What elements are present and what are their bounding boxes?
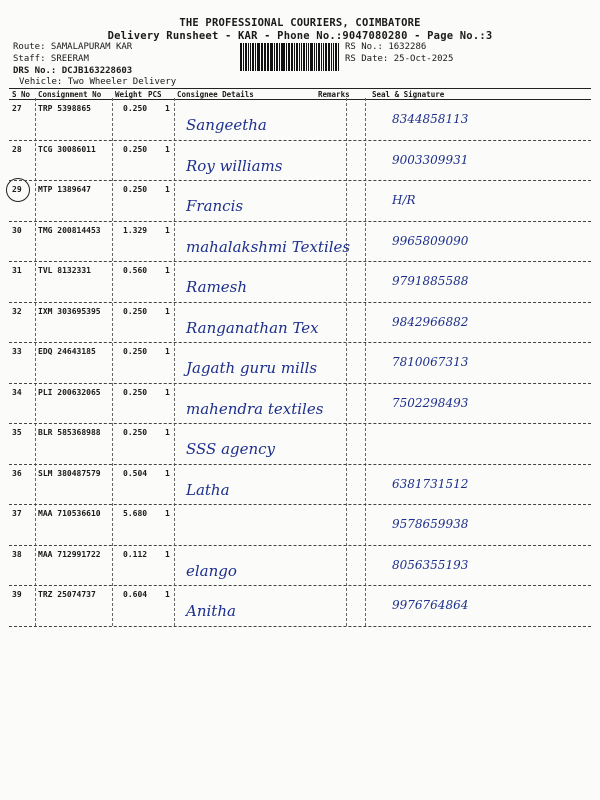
row-weight: 0.504 (123, 468, 148, 478)
row-consignment-no: TRP 5398865 (38, 104, 91, 113)
row-sno: 33 (12, 347, 22, 356)
barcode-bar (318, 43, 320, 71)
vehicle-label: Vehicle: Two Wheeler Delivery (19, 77, 177, 87)
barcode-bar (274, 43, 275, 71)
row-weight: 0.250 (123, 104, 148, 113)
row-weight: 0.250 (123, 144, 148, 154)
row-seal-signature: 8344858113 (392, 112, 469, 126)
col-consignee: Consignee Details (177, 90, 254, 99)
barcode-bar (245, 43, 248, 71)
table-top-rule (9, 88, 591, 89)
route-label: Route: SAMALAPURAM KAR (13, 42, 133, 52)
row-consignment-no: MTP 1389647 (38, 185, 91, 194)
row-pcs: 1 (165, 590, 170, 599)
row-consignee-handwriting: Francis (186, 197, 244, 215)
row-weight: 0.250 (123, 306, 148, 316)
row-consignment-no: EDQ 24643185 (38, 347, 96, 356)
row-weight: 0.560 (123, 266, 148, 275)
row-seal-signature: 9965809090 (392, 233, 469, 248)
barcode-bar (248, 43, 249, 71)
row-seal-signature: 9842966882 (392, 314, 469, 329)
barcode-bar (264, 43, 265, 71)
row-pcs: 1 (165, 347, 170, 356)
barcode-bar (243, 43, 244, 71)
row-divider (9, 302, 591, 303)
col-consignment: Consignment No (38, 90, 102, 99)
row-pcs: 1 (165, 185, 170, 194)
drs-label: DRS No.: DCJB163228603 (13, 66, 133, 76)
barcode-bar (303, 43, 305, 71)
barcode-bar (308, 43, 309, 71)
row-consignment-no: MAA 712991722 (38, 549, 101, 559)
row-consignee-handwriting: Ranganathan Tex (186, 318, 319, 337)
barcode-bar (299, 43, 300, 71)
barcode-bar (310, 43, 313, 71)
row-seal-signature: 8056355193 (392, 557, 469, 572)
row-pcs: 1 (165, 509, 170, 518)
staff-label: Staff: SREERAM (13, 54, 89, 64)
barcode-bar (281, 43, 282, 71)
row-sno: 30 (12, 225, 22, 235)
barcode-bar (279, 43, 280, 71)
barcode-bar (328, 43, 331, 71)
row-weight: 0.250 (123, 347, 148, 356)
barcode-bar (267, 43, 269, 71)
row-consignee-handwriting: Jagath guru mills (186, 359, 318, 377)
row-sno: 29 (12, 185, 22, 194)
row-sno: 27 (12, 104, 22, 113)
barcode-bar (335, 43, 337, 71)
col-remarks: Remarks (318, 90, 350, 99)
row-divider (9, 585, 591, 586)
row-divider (9, 464, 591, 465)
row-consignment-no: TMG 200814453 (38, 225, 101, 235)
row-consignment-no: IXM 303695395 (38, 306, 101, 316)
barcode-bar (288, 43, 290, 71)
row-pcs: 1 (165, 266, 170, 275)
row-weight: 0.250 (123, 428, 148, 437)
row-pcs: 1 (165, 104, 170, 113)
table-header-rule (9, 99, 591, 100)
row-sno: 32 (12, 306, 22, 316)
barcode-bar (331, 43, 332, 71)
row-seal-signature: 6381731512 (392, 476, 469, 491)
row-seal-signature: H/R (392, 193, 416, 207)
barcode-bar (286, 43, 287, 71)
barcode-bar (240, 43, 242, 71)
col-divider (112, 98, 113, 626)
row-weight: 1.329 (123, 225, 148, 235)
barcode-bar (314, 43, 316, 71)
row-pcs: 1 (165, 549, 170, 559)
row-divider (9, 626, 591, 627)
runsheet-subtitle: Delivery Runsheet - KAR - Phone No.:9047080280 - Page No.:3 (107, 30, 493, 42)
row-sno: 28 (12, 144, 22, 154)
barcode-bar (291, 43, 293, 71)
col-sno: S No (12, 90, 31, 99)
barcode-bar (301, 43, 302, 71)
barcode-bar (255, 43, 256, 71)
row-consignment-no: MAA 710536610 (38, 509, 101, 518)
row-consignee-handwriting: Sangeetha (186, 116, 267, 134)
row-consignee-handwriting: Latha (186, 480, 230, 499)
row-consignee-handwriting: Roy williams (186, 156, 283, 175)
row-seal-signature: 9791885588 (392, 274, 469, 288)
row-weight: 5.680 (123, 509, 148, 518)
col-divider (346, 98, 347, 626)
col-weight: Weight (115, 90, 143, 99)
row-consignee-handwriting: mahendra textiles (186, 399, 324, 418)
barcode-bar (338, 43, 339, 71)
row-pcs: 1 (165, 468, 170, 478)
row-consignee-handwriting: Anitha (186, 602, 236, 620)
row-weight: 0.250 (123, 387, 148, 397)
col-pcs: PCS (148, 90, 162, 99)
row-pcs: 1 (165, 428, 170, 437)
row-divider (9, 140, 591, 141)
barcode-bar (265, 43, 266, 71)
row-weight: 0.604 (123, 590, 148, 599)
row-divider (9, 342, 591, 343)
row-weight: 0.250 (123, 185, 148, 194)
row-consignment-no: PLI 200632065 (38, 387, 101, 397)
row-sno: 31 (12, 266, 22, 275)
row-seal-signature: 7810067313 (392, 355, 469, 369)
barcode-bar (321, 43, 322, 71)
row-seal-signature: 9578659938 (392, 517, 469, 531)
barcode-bar (296, 43, 299, 71)
rs-date: RS Date: 25-Oct-2025 (345, 54, 454, 64)
row-divider (9, 423, 591, 424)
rs-number: RS No.: 1632286 (345, 42, 427, 52)
row-seal-signature: 9003309931 (392, 152, 469, 167)
row-consignment-no: BLR 585368988 (38, 428, 101, 437)
col-divider (35, 98, 36, 626)
row-consignment-no: TCG 30086011 (38, 144, 96, 154)
row-pcs: 1 (165, 387, 170, 397)
row-sno: 38 (12, 549, 22, 559)
row-consignee-handwriting: SSS agency (186, 440, 276, 458)
barcode-bar (325, 43, 327, 71)
row-divider (9, 180, 591, 181)
col-seal: Seal & Signature (372, 90, 445, 99)
row-sno: 34 (12, 387, 22, 397)
row-consignment-no: TRZ 25074737 (38, 590, 96, 599)
row-seal-signature: 9976764864 (392, 598, 469, 612)
barcode-bar (257, 43, 260, 71)
row-sno: 35 (12, 428, 22, 437)
barcode-image (240, 43, 340, 71)
row-pcs: 1 (165, 306, 170, 316)
barcode-bar (333, 43, 334, 71)
row-sno: 37 (12, 509, 22, 518)
barcode-bar (306, 43, 307, 71)
row-consignee-handwriting: Ramesh (186, 278, 248, 296)
barcode-bar (270, 43, 273, 71)
barcode-bar (252, 43, 254, 71)
barcode-bar (261, 43, 263, 71)
row-sno: 39 (12, 590, 22, 599)
barcode-bar (316, 43, 317, 71)
row-divider (9, 221, 591, 222)
row-sno: 36 (12, 468, 22, 478)
barcode-bar (250, 43, 251, 71)
row-pcs: 1 (165, 225, 170, 235)
barcode-bar (282, 43, 285, 71)
row-consignment-no: SLM 380487579 (38, 468, 101, 478)
row-divider (9, 545, 591, 546)
barcode-bar (276, 43, 278, 71)
row-pcs: 1 (165, 144, 170, 154)
row-consignment-no: TVL 8132331 (38, 266, 91, 275)
row-divider (9, 383, 591, 384)
company-title: THE PROFESSIONAL COURIERS, COIMBATORE (179, 17, 421, 29)
row-consignee-handwriting: elango (186, 561, 237, 580)
barcode-bar (323, 43, 324, 71)
col-divider (365, 98, 366, 626)
row-consignee-handwriting: mahalakshmi Textiles (186, 237, 351, 256)
barcode-bar (294, 43, 295, 71)
col-divider (174, 98, 175, 626)
row-weight: 0.112 (123, 549, 148, 559)
row-divider (9, 261, 591, 262)
row-divider (9, 504, 591, 505)
row-seal-signature: 7502298493 (392, 395, 469, 410)
